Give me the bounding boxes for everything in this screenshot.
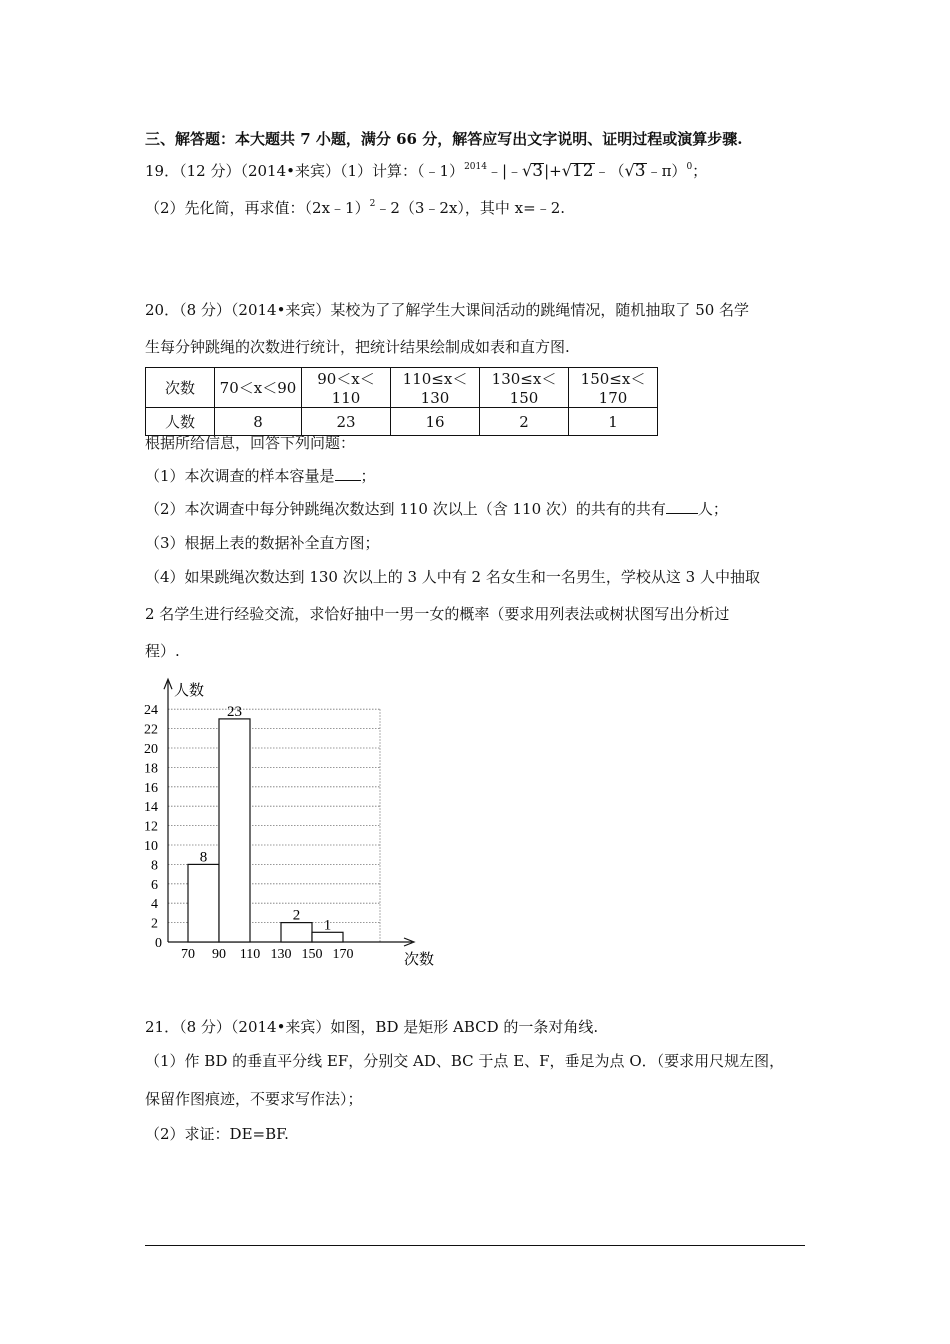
y-tick-label: 24 [144,703,158,719]
q19-exp2: 0 [686,162,693,172]
answer-blank [335,480,361,481]
bar-value-label: 1 [323,917,332,934]
table-cell: 110≤x＜130 [391,368,480,408]
q19-end: ； [692,162,708,180]
table-row [146,368,658,408]
q20-p1-text: （1）本次调查的样本容量是 [145,467,335,485]
y-tick-label: 22 [144,722,158,738]
histogram-bar [219,719,250,942]
q20-p4-line2: 2 名学生进行经验交流，求恰好抽中一男一女的概率（要求用列表法或树状图写出分析过 [145,605,730,623]
histogram-bar [281,923,312,942]
y-tick-label: 4 [151,897,158,913]
q20-p2-text: （2）本次调查中每分钟跳绳次数达到 110 次以上（含 110 次）的共有的共有 [145,500,666,518]
table-cell: 1 [569,408,658,436]
sqrt-symbol: √ [522,161,533,180]
q20-p1 [145,465,376,486]
q19-mid3: ﹣（ [594,162,625,180]
q19-part1 [145,160,707,181]
q20-p3: （3）根据上表的数据补全直方图； [145,534,380,552]
y-tick-label: 16 [144,780,158,796]
q19-part2-exp: 2 [369,199,376,209]
table-cell: 70＜x＜90 [215,368,302,408]
sqrt-symbol: √ [561,161,572,180]
q20-p4-line1: （4）如果跳绳次数达到 130 次以上的 3 人中有 2 名女生和一名男生，学校从这 3 人中抽取 [145,568,760,586]
q19-part2 [145,197,565,218]
q19-exp1: 2014 [464,162,487,172]
y-tick-label: 14 [144,800,158,816]
bar-value-label: 23 [227,703,242,720]
histogram-chart [140,672,440,972]
q20-line2: 生每分钟跳绳的次数进行统计，把统计结果绘制成如表和直方图. [145,338,570,356]
q19-rad1: 3 [532,161,544,181]
y-tick-label: 18 [144,761,158,777]
table-cell: 23 [302,408,391,436]
q19-part2-a: （2）先化简，再求值：（2x﹣1） [145,199,370,217]
answer-blank [666,513,698,514]
y-tick-label: 6 [151,877,158,893]
bar-value-label: 2 [292,907,301,924]
q20-intro: 根据所给信息，回答下列问题： [145,434,356,452]
q19-part2-b: ﹣2（3﹣2x），其中 x=﹣2. [375,199,566,217]
q19-mid1: ﹣|﹣ [486,162,523,180]
q19-mid2: |+ [544,162,562,180]
frequency-table [145,367,658,436]
y-tick-label: 8 [151,858,158,874]
q19-rad3: 3 [634,161,646,181]
y-tick-label: 2 [151,916,158,932]
x-tick-label: 130 [270,947,292,962]
table-header-cell: 人数 [146,408,215,436]
y-tick-label: 20 [144,742,158,757]
q20-p1-end: ； [360,467,376,485]
q19-prefix: 19．（12 分）（2014•来宾）（1）计算：（﹣1） [145,162,465,180]
x-tick-label: 90 [212,947,226,962]
table-cell: 150≤x＜170 [569,368,658,408]
sqrt-symbol: √ [624,161,635,180]
q19-rad2: 12 [571,161,594,181]
table-cell: 8 [215,408,302,436]
y-tick-label: 12 [144,819,158,835]
y-tick-label: 0 [155,936,162,951]
x-tick-label: 70 [181,947,195,962]
table-cell: 2 [480,408,569,436]
q21-line4: （2）求证：DE=BF. [145,1125,289,1143]
q19-mid4: ﹣π） [646,162,687,180]
section-heading: 三、解答题：本大题共 7 小题，满分 66 分，解答应写出文字说明、证明过程或演算步骤. [145,130,743,148]
histogram-bar [312,932,343,942]
x-axis-title: 次数 [404,950,435,968]
table-cell: 130≤x＜150 [480,368,569,408]
y-axis-title: 人数 [174,681,205,700]
table-header-cell: 次数 [146,368,215,408]
q20-p2 [145,498,728,519]
table-cell: 90＜x＜110 [302,368,391,408]
q21-line2: （1）作 BD 的垂直平分线 EF，分别交 AD、BC 于点 E、F，垂足为点 O．（要求用尺规左图， [145,1052,785,1070]
q20-p4-line3: 程）. [145,642,180,660]
q21-line3: 保留作图痕迹，不要求写作法）； [145,1090,363,1108]
x-tick-label: 110 [239,947,261,962]
x-tick-label: 170 [332,947,354,962]
bar-value-label: 8 [199,849,208,866]
table-cell: 16 [391,408,480,436]
histogram-bar [188,864,219,942]
q21-line1: 21．（8 分）（2014•来宾）如图，BD 是矩形 ABCD 的一条对角线. [145,1018,599,1036]
x-tick-label: 150 [301,947,323,962]
q20-p2-end: 人； [697,500,728,518]
y-tick-label: 10 [144,839,158,854]
q20-line1: 20．（8 分）（2014•来宾）某校为了了解学生大课间活动的跳绳情况，随机抽取了 50 名学 [145,301,750,319]
footer-divider [145,1245,805,1246]
